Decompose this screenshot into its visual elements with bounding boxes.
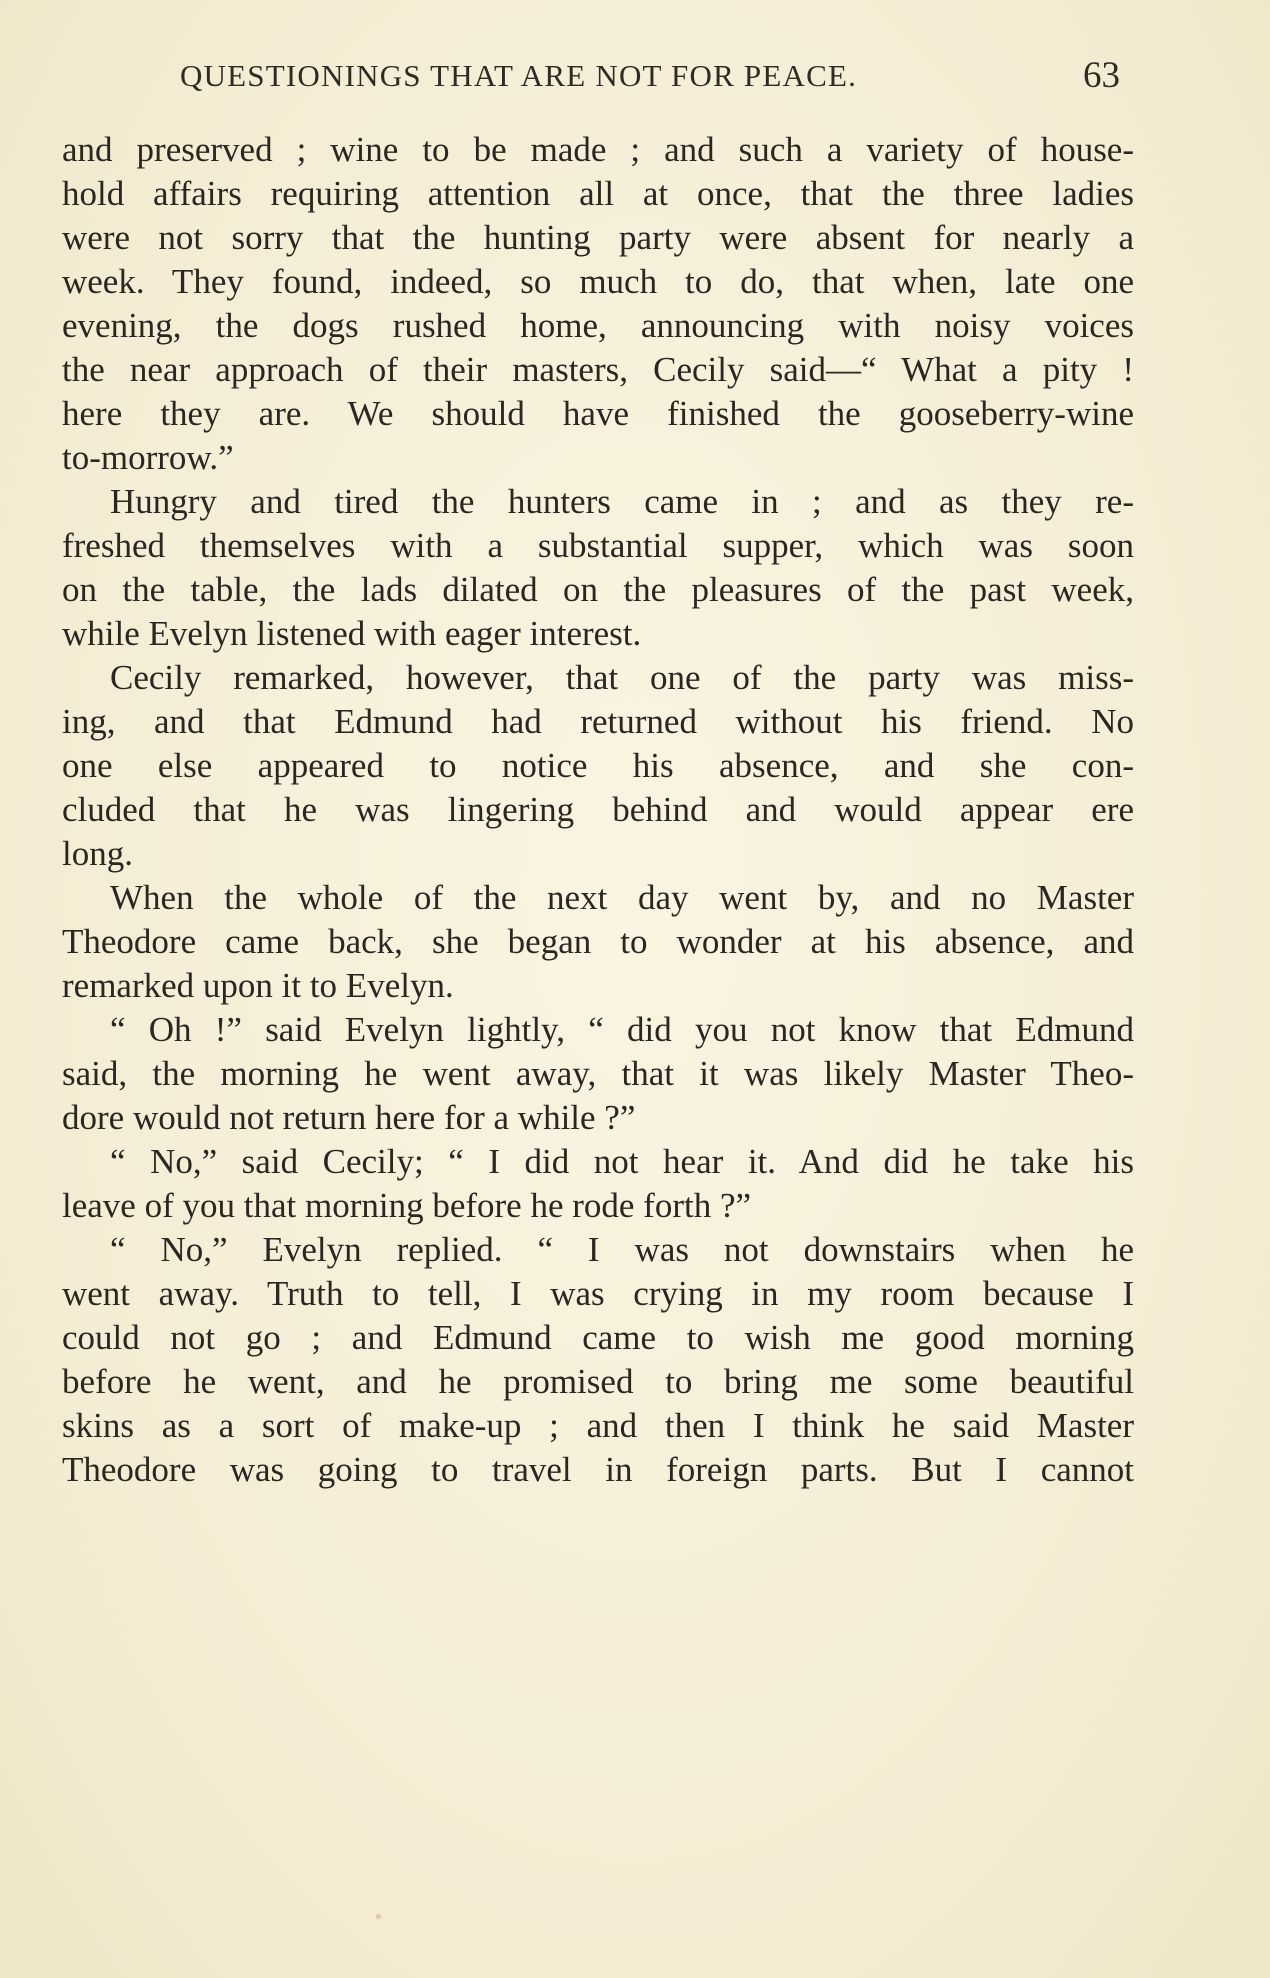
running-title: QUESTIONINGS THAT ARE NOT FOR PEACE. [180, 58, 858, 93]
text-line: while Evelyn listened with eager interest. [62, 614, 642, 653]
text-line: ing, and that Edmund had returned without his friend. No [62, 702, 1134, 741]
text-line: on the table, the lads dilated on the pleasures of the past week, [62, 570, 1134, 609]
text-line: remarked upon it to Evelyn. [62, 966, 454, 1005]
text-line: were not sorry that the hunting party were absent for nearly a [62, 218, 1134, 257]
text-line: cluded that he was lingering behind and would appear ere [62, 790, 1134, 829]
text-line: skins as a sort of make-up ; and then I think he said Master [62, 1406, 1134, 1445]
text-line: here they are. We should have finished the gooseberry-wine [62, 394, 1134, 433]
text-line: week. They found, indeed, so much to do, that when, late one [62, 262, 1134, 301]
page-header [180, 55, 1120, 104]
text-line: before he went, and he promised to bring me some beautiful [62, 1362, 1134, 1401]
text-line: freshed themselves with a substantial supper, which was soon [62, 526, 1134, 565]
page-number: 63 [1083, 55, 1120, 96]
text-line: dore would not return here for a while ?” [62, 1098, 636, 1137]
text-line: Cecily remarked, however, that one of the party was miss- [110, 658, 1134, 697]
text-line: and preserved ; wine to be made ; and such a variety of house- [62, 130, 1134, 169]
text-line: When the whole of the next day went by, and no Master [110, 878, 1134, 917]
text-line: “ No,” Evelyn replied. “ I was not downstairs when he [110, 1230, 1134, 1269]
text-line: Hungry and tired the hunters came in ; and as they re- [110, 482, 1134, 521]
text-line: to-morrow.” [62, 438, 234, 477]
text-line: long. [62, 834, 133, 873]
text-line: Theodore was going to travel in foreign parts. But I cannot [62, 1450, 1134, 1489]
text-line: Theodore came back, she began to wonder at his absence, and [62, 922, 1134, 961]
text-line: “ No,” said Cecily; “ I did not hear it. And did he take his [110, 1142, 1134, 1181]
text-line: “ Oh !” said Evelyn lightly, “ did you not know that Edmund [110, 1010, 1134, 1049]
text-line: could not go ; and Edmund came to wish me good morning [62, 1318, 1134, 1357]
text-line: went away. Truth to tell, I was crying in my room because I [62, 1274, 1134, 1313]
text-line: the near approach of their masters, Cecily said—“ What a pity ! [62, 350, 1134, 389]
text-line: one else appeared to notice his absence, and she con- [62, 746, 1134, 785]
text-line: leave of you that morning before he rode forth ?” [62, 1186, 752, 1225]
text-line: evening, the dogs rushed home, announcing with noisy voices [62, 306, 1134, 345]
text-line: hold affairs requiring attention all at once, that the three ladies [62, 174, 1134, 213]
text-line: said, the morning he went away, that it was likely Master Theo- [62, 1054, 1134, 1093]
paper-speck [376, 1914, 381, 1919]
